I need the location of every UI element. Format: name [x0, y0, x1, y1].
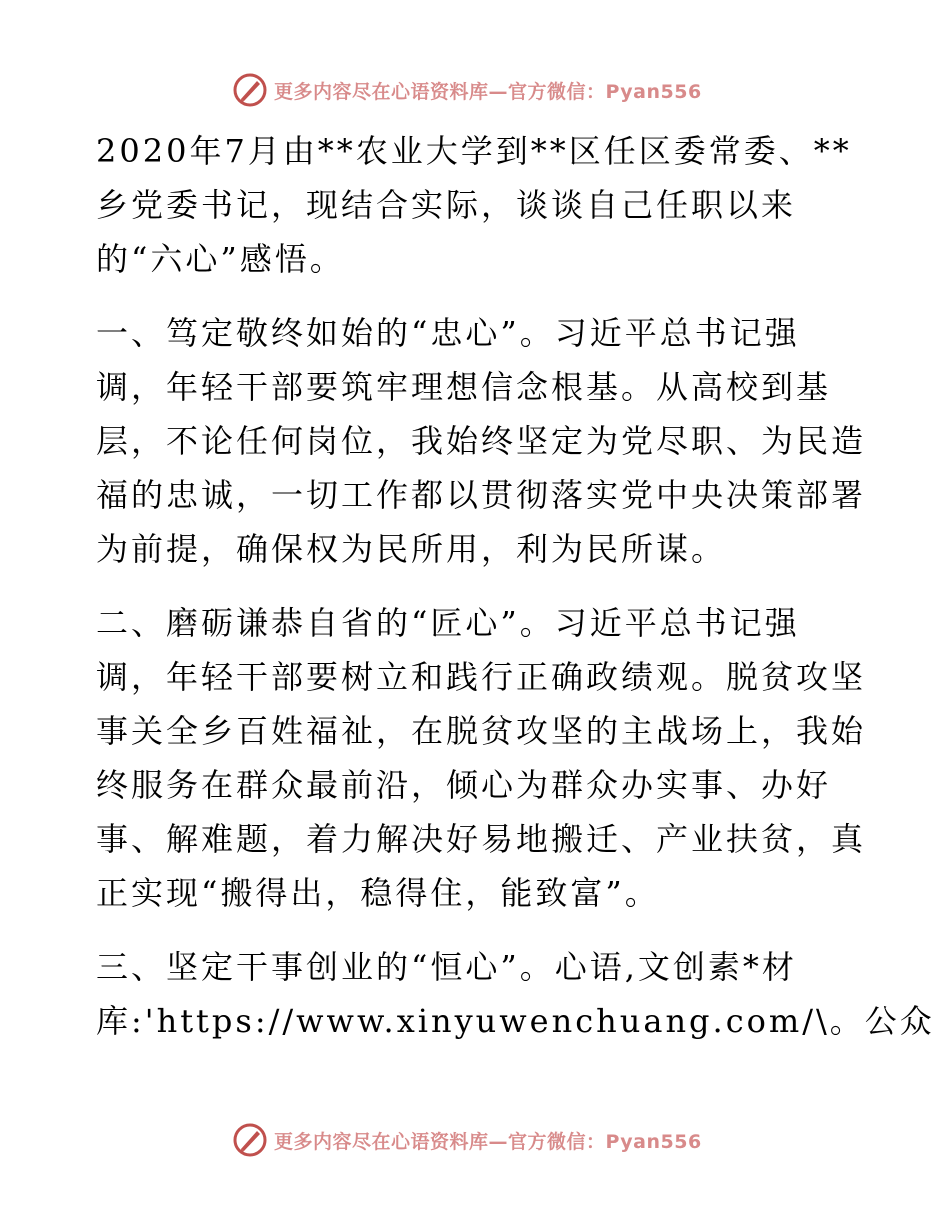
text-line: 2020年7月由**农业大学到**区任区委常委、**	[96, 132, 852, 170]
pen-circle-logo-icon	[232, 1122, 268, 1158]
watermark-footer	[232, 1120, 702, 1160]
text-line: 福的忠诚，一切工作都以贯彻落实党中央决策部署	[96, 476, 867, 514]
paragraph-craftsmanship	[96, 596, 867, 920]
text-line: 终服务在群众最前沿，倾心为群众办实事、办好	[96, 766, 832, 804]
text-line: 乡党委书记，现结合实际，谈谈自己任职以来	[96, 186, 797, 224]
text-line: 库:'https://www.xinyuwenchuang.com/\。公众	[96, 1002, 935, 1040]
text-line: 一、笃定敬终如始的“忠心”。习近平总书记强	[96, 314, 800, 352]
text-line: 事关全乡百姓福祉，在脱贫攻坚的主战场上，我始	[96, 712, 867, 750]
text-line: 调，年轻干部要树立和践行正确政绩观。脱贫攻坚	[96, 658, 867, 696]
watermark-header	[232, 70, 702, 110]
text-line: 正实现“搬得出，稳得住，能致富”。	[96, 874, 660, 912]
text-line: 事、解难题，着力解决好易地搬迁、产业扶贫，真	[96, 820, 867, 858]
text-line: 为前提，确保权为民所用，利为民所谋。	[96, 530, 727, 568]
pen-circle-logo-icon	[232, 72, 268, 108]
watermark-text: 更多内容尽在心语资料库—官方微信：Pyan556	[274, 80, 702, 103]
paragraph-loyalty	[96, 306, 867, 576]
text-line: 三、坚定干事创业的“恒心”。心语,文创素*材	[96, 948, 797, 986]
paragraph-perseverance	[96, 940, 935, 1048]
paragraph-intro	[96, 124, 856, 286]
text-line: 二、磨砺谦恭自省的“匠心”。习近平总书记强	[96, 604, 800, 642]
watermark-text: 更多内容尽在心语资料库—官方微信：Pyan556	[274, 1130, 702, 1153]
text-line: 的“六心”感悟。	[96, 240, 345, 278]
text-line: 调，年轻干部要筑牢理想信念根基。从高校到基	[96, 368, 832, 406]
document-body	[96, 124, 935, 1048]
text-line: 层，不论任何岗位，我始终坚定为党尽职、为民造	[96, 422, 867, 460]
